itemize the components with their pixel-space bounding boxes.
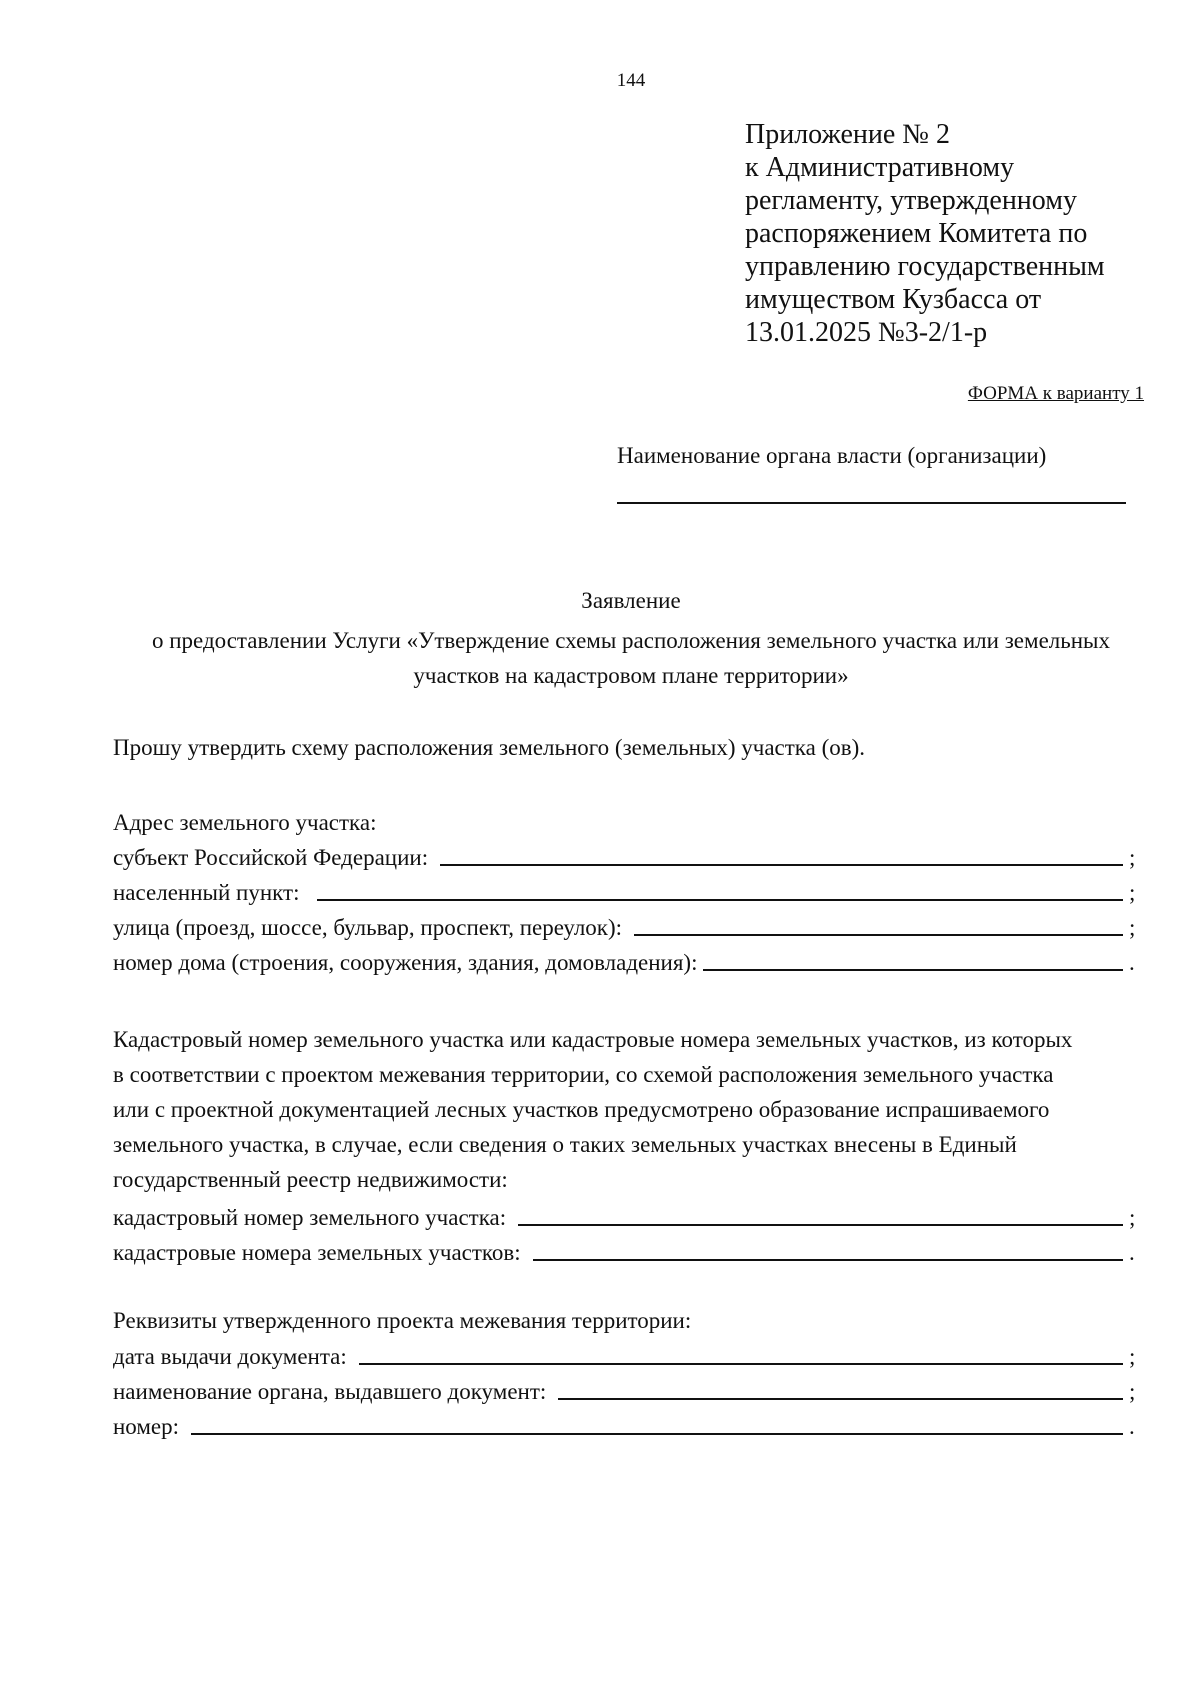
field-label: населенный пункт: (113, 880, 300, 905)
appendix-line: к Административному (745, 152, 1015, 183)
field-label: наименование органа, выдавшего документ: (113, 1379, 547, 1404)
paragraph-line: земельного участка, в случае, если сведения о таких земельных участках внесены в Единый (113, 1132, 1017, 1157)
field-terminator: ; (1129, 1344, 1136, 1369)
field-terminator: . (1129, 950, 1135, 975)
field-label: кадастровый номер земельного участка: (113, 1205, 507, 1230)
appendix-line: имуществом Кузбасса от (745, 284, 1042, 315)
authority-label: Наименование органа власти (организации) (617, 443, 1047, 468)
cadastral-paragraph (113, 1022, 1153, 1197)
field-label: субъект Российской Федерации: (113, 845, 429, 870)
field-issuing-authority (113, 1375, 1137, 1405)
field-terminator: . (1129, 1414, 1135, 1439)
paragraph-line: Кадастровый номер земельного участка или кадастровые номера земельных участков, из которых (113, 1027, 1073, 1052)
field-terminator: ; (1129, 1205, 1136, 1230)
field-label: улица (проезд, шоссе, бульвар, проспект, переулок): (113, 915, 623, 940)
form-variant-label: ФОРМА к варианту 1 (967, 383, 1144, 404)
document-title: Заявление (581, 588, 681, 613)
project-heading: Реквизиты утвержденного проекта межевания территории: (113, 1308, 692, 1333)
cadastral-number-blank[interactable] (518, 1224, 1123, 1226)
field-terminator: ; (1129, 915, 1136, 940)
document-number-blank[interactable] (191, 1433, 1123, 1435)
field-label: номер дома (строения, сооружения, здания, домовладения): (113, 950, 698, 975)
document-subtitle (105, 623, 1157, 693)
field-locality (113, 876, 1137, 906)
issue-date-blank[interactable] (359, 1363, 1123, 1365)
field-label: кадастровые номера земельных участков: (113, 1240, 521, 1265)
authority-blank-line[interactable] (617, 502, 1126, 504)
paragraph-line: в соответствии с проектом межевания территории, со схемой расположения земельного участка (113, 1062, 1054, 1087)
field-region (113, 841, 1137, 871)
field-terminator: ; (1129, 880, 1136, 905)
field-cadastral-number (113, 1201, 1137, 1231)
appendix-line: 13.01.2025 №3-2/1-р (745, 317, 988, 348)
appendix-line: регламенту, утвержденному (745, 185, 1077, 216)
field-label: дата выдачи документа: (113, 1344, 347, 1369)
subtitle-line: о предоставлении Услуги «Утверждение схемы расположения земельного участка или земельных (151, 628, 1110, 653)
street-blank[interactable] (634, 934, 1123, 936)
locality-blank[interactable] (317, 899, 1123, 901)
house-number-blank[interactable] (703, 969, 1123, 971)
field-street (113, 911, 1137, 941)
paragraph-line: государственный реестр недвижимости: (113, 1167, 508, 1192)
cadastral-numbers-blank[interactable] (533, 1259, 1123, 1261)
appendix-line: распоряжением Комитета по (745, 218, 1088, 249)
field-cadastral-numbers (113, 1236, 1137, 1266)
field-terminator: . (1129, 1240, 1135, 1265)
field-terminator: ; (1129, 1379, 1136, 1404)
page-number: 144 (616, 70, 646, 91)
paragraph-line: или с проектной документацией лесных участков предусмотрено образование испрашиваемого (113, 1097, 1050, 1122)
region-blank[interactable] (440, 864, 1123, 866)
subtitle-line: участков на кадастровом плане территории» (413, 663, 849, 688)
appendix-reference (745, 118, 1165, 349)
address-heading: Адрес земельного участка: (113, 810, 377, 835)
field-document-number (113, 1410, 1137, 1440)
field-terminator: ; (1129, 845, 1136, 870)
appendix-line: Приложение № 2 (745, 119, 950, 150)
request-statement: Прошу утвердить схему расположения земельного (земельных) участка (ов). (113, 735, 866, 760)
field-issue-date (113, 1340, 1137, 1370)
appendix-line: управлению государственным (745, 251, 1105, 282)
field-house-number (113, 946, 1137, 976)
field-label: номер: (113, 1414, 180, 1439)
issuing-authority-blank[interactable] (558, 1398, 1123, 1400)
